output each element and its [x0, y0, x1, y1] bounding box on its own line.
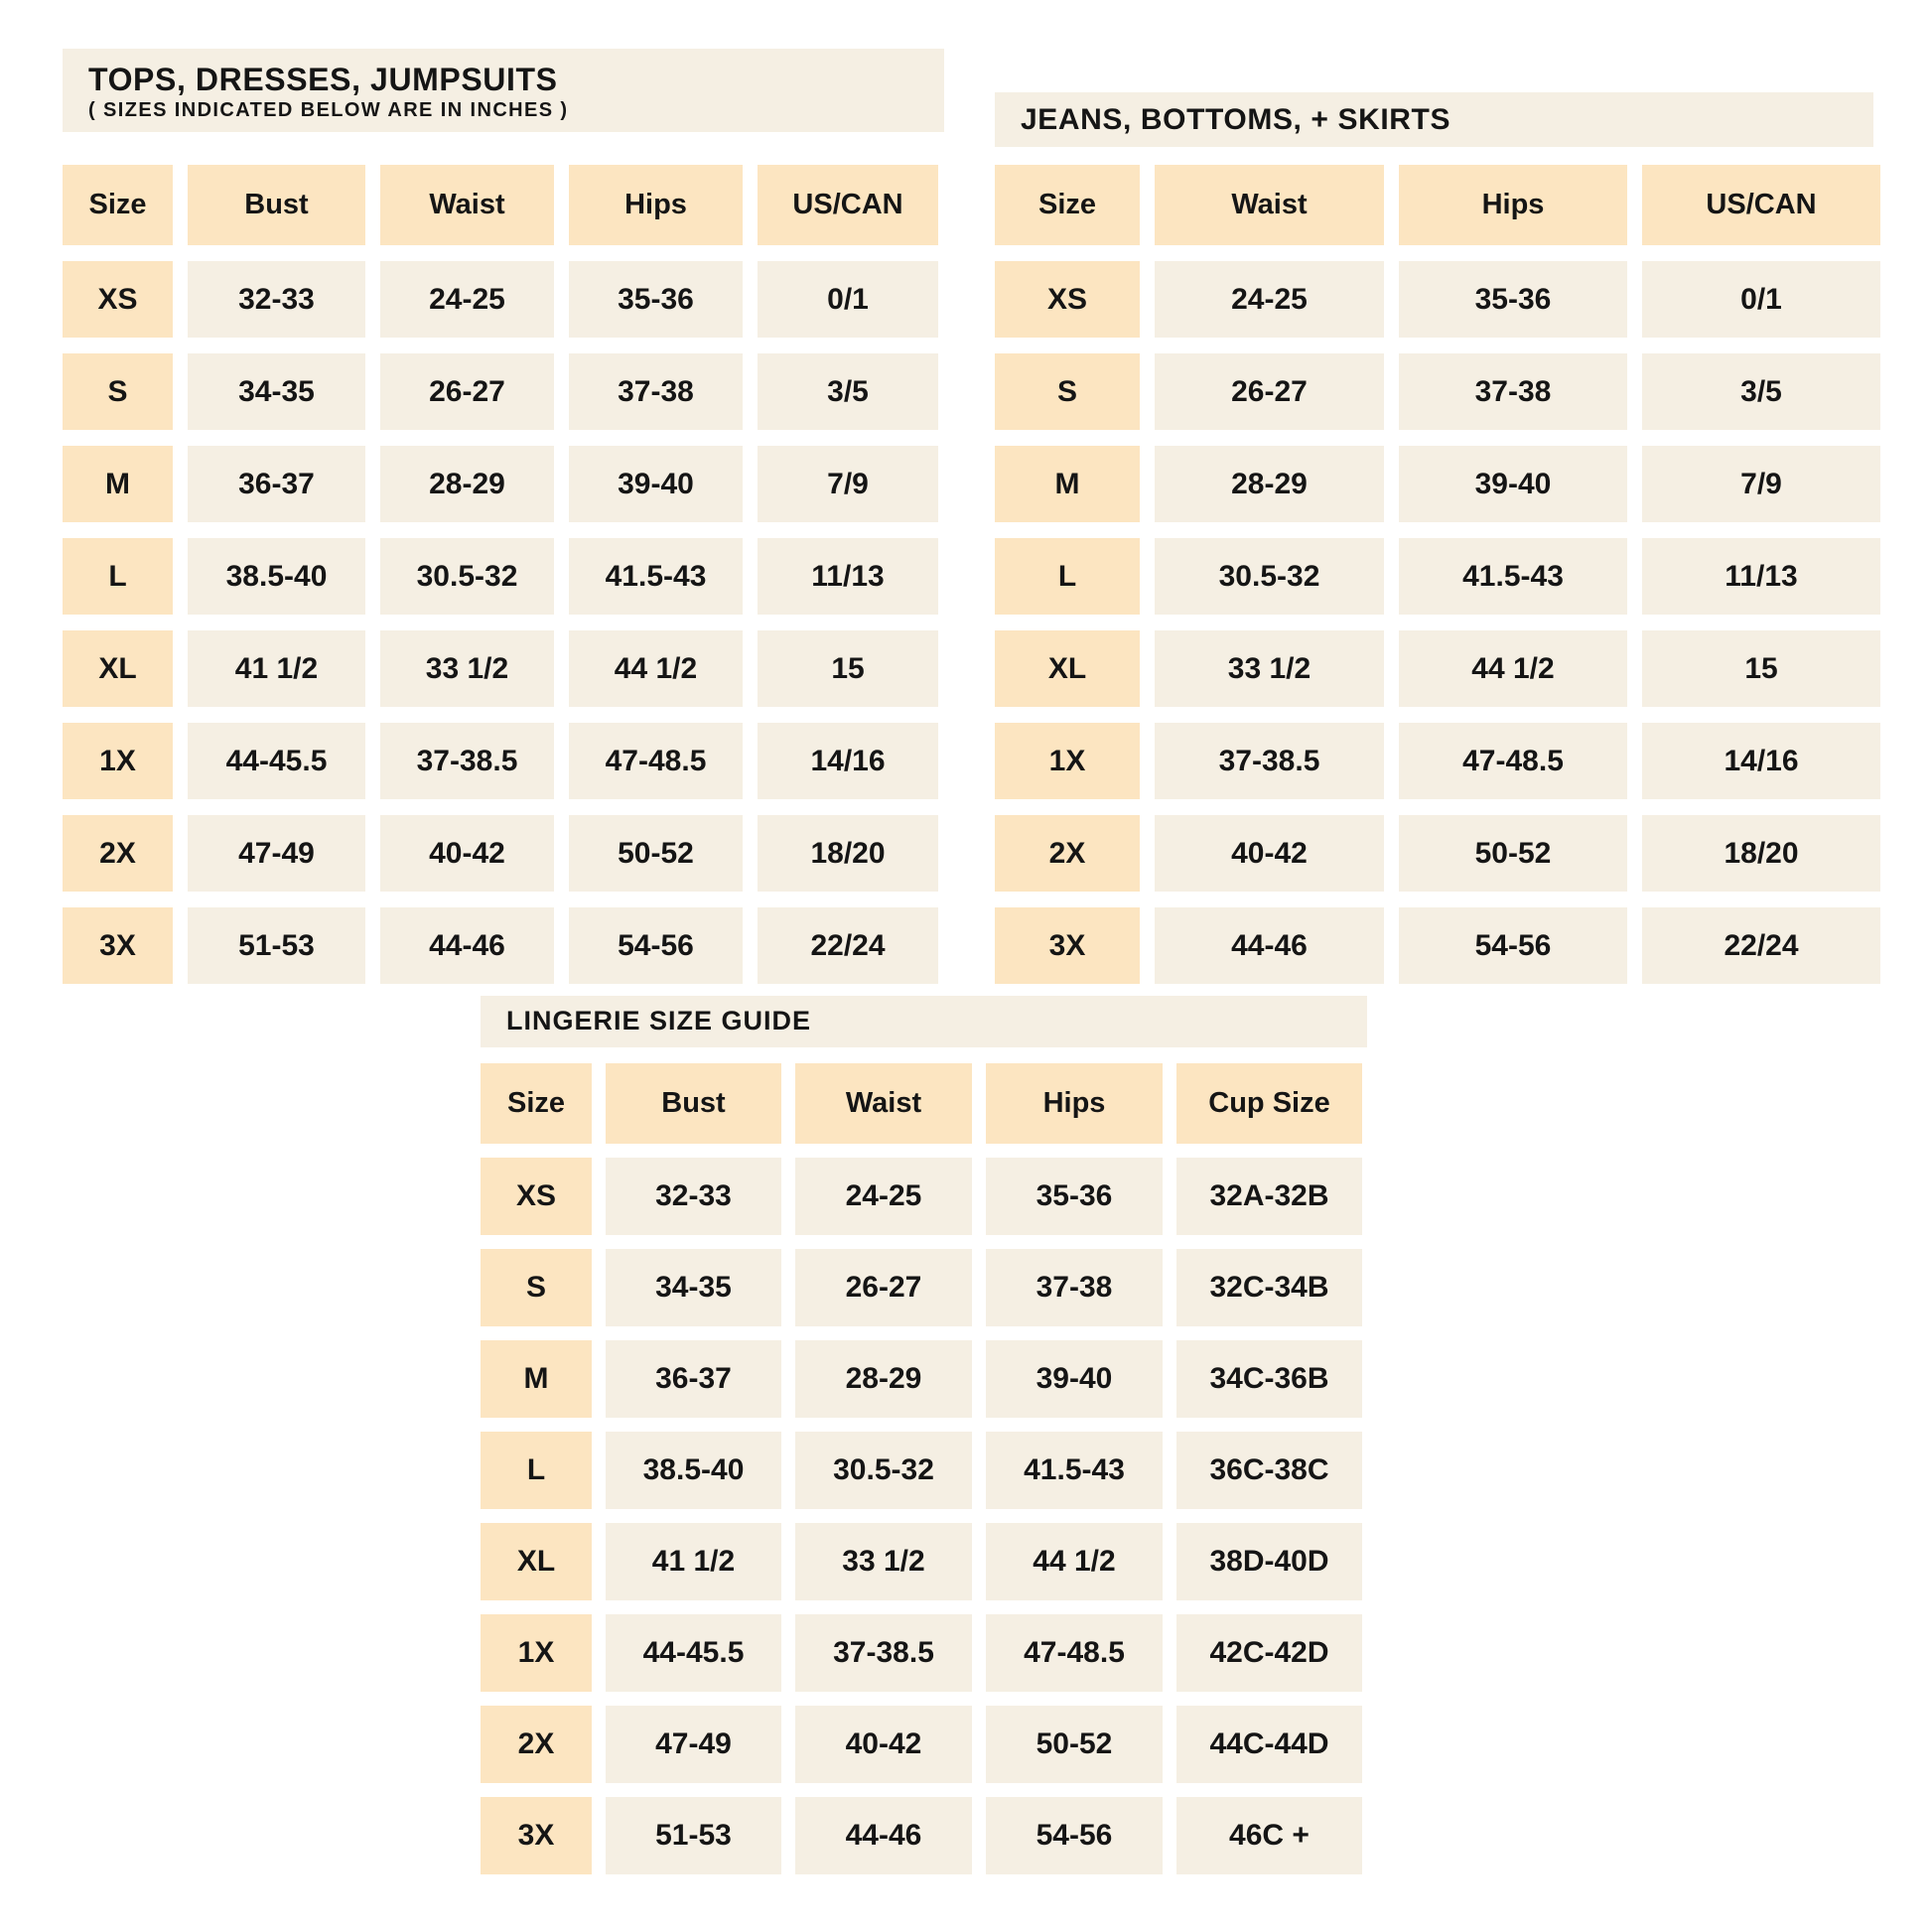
size-cell: XS [63, 261, 173, 338]
size-cell: M [481, 1340, 592, 1418]
value-cell: 35-36 [1399, 261, 1627, 338]
value-cell: 50-52 [569, 815, 743, 892]
size-cell: 2X [995, 815, 1140, 892]
lingerie-size-guide-title: LINGERIE SIZE GUIDE [506, 1006, 812, 1036]
value-cell: 54-56 [569, 907, 743, 984]
value-cell: 18/20 [1642, 815, 1880, 892]
value-cell: 41.5-43 [1399, 538, 1627, 615]
size-cell: S [63, 353, 173, 430]
column-header-cell: Hips [1399, 165, 1627, 245]
size-cell: XL [63, 630, 173, 707]
value-cell: 32A-32B [1176, 1158, 1362, 1235]
value-cell: 47-49 [606, 1706, 781, 1783]
column-header-cell: Size [995, 165, 1140, 245]
size-cell: L [481, 1432, 592, 1509]
value-cell: 26-27 [380, 353, 554, 430]
value-cell: 34-35 [606, 1249, 781, 1326]
value-cell: 24-25 [380, 261, 554, 338]
value-cell: 28-29 [795, 1340, 972, 1418]
value-cell: 32C-34B [1176, 1249, 1362, 1326]
size-cell: 3X [995, 907, 1140, 984]
value-cell: 7/9 [758, 446, 938, 522]
value-cell: 41.5-43 [569, 538, 743, 615]
column-header-cell: Hips [986, 1063, 1163, 1144]
value-cell: 41 1/2 [606, 1523, 781, 1600]
value-cell: 41 1/2 [188, 630, 365, 707]
size-cell: 1X [481, 1614, 592, 1692]
tops-dresses-jumpsuits-subtitle: ( SIZES INDICATED BELOW ARE IN INCHES ) [88, 98, 569, 121]
value-cell: 51-53 [606, 1797, 781, 1874]
value-cell: 44-46 [1155, 907, 1384, 984]
value-cell: 0/1 [1642, 261, 1880, 338]
value-cell: 0/1 [758, 261, 938, 338]
size-cell: S [995, 353, 1140, 430]
value-cell: 24-25 [1155, 261, 1384, 338]
value-cell: 7/9 [1642, 446, 1880, 522]
lingerie-size-guide-title-band [481, 996, 1367, 1047]
value-cell: 30.5-32 [380, 538, 554, 615]
value-cell: 37-38.5 [380, 723, 554, 799]
size-cell: 3X [481, 1797, 592, 1874]
size-cell: XS [481, 1158, 592, 1235]
lingerie-size-guide-table [481, 1063, 1362, 1874]
tops-dresses-jumpsuits-table [63, 165, 938, 984]
value-cell: 32-33 [188, 261, 365, 338]
value-cell: 46C + [1176, 1797, 1362, 1874]
column-header-cell: Hips [569, 165, 743, 245]
value-cell: 15 [1642, 630, 1880, 707]
value-cell: 50-52 [1399, 815, 1627, 892]
value-cell: 38.5-40 [188, 538, 365, 615]
value-cell: 37-38 [986, 1249, 1163, 1326]
value-cell: 47-48.5 [569, 723, 743, 799]
column-header-cell: Size [481, 1063, 592, 1144]
value-cell: 44C-44D [1176, 1706, 1362, 1783]
value-cell: 44-45.5 [188, 723, 365, 799]
column-header-cell: Waist [1155, 165, 1384, 245]
column-header-cell: Waist [795, 1063, 972, 1144]
value-cell: 38D-40D [1176, 1523, 1362, 1600]
value-cell: 39-40 [569, 446, 743, 522]
value-cell: 34-35 [188, 353, 365, 430]
value-cell: 51-53 [188, 907, 365, 984]
size-cell: 3X [63, 907, 173, 984]
value-cell: 11/13 [758, 538, 938, 615]
size-cell: M [995, 446, 1140, 522]
jeans-bottoms-skirts-title: JEANS, BOTTOMS, + SKIRTS [1021, 102, 1451, 136]
tops-dresses-jumpsuits-title: TOPS, DRESSES, JUMPSUITS [88, 61, 558, 97]
size-cell: XL [481, 1523, 592, 1600]
value-cell: 40-42 [380, 815, 554, 892]
size-cell: XS [995, 261, 1140, 338]
value-cell: 54-56 [986, 1797, 1163, 1874]
value-cell: 39-40 [986, 1340, 1163, 1418]
value-cell: 44 1/2 [986, 1523, 1163, 1600]
size-cell: L [995, 538, 1140, 615]
column-header-cell: Size [63, 165, 173, 245]
value-cell: 14/16 [758, 723, 938, 799]
size-cell: XL [995, 630, 1140, 707]
value-cell: 38.5-40 [606, 1432, 781, 1509]
size-cell: 1X [995, 723, 1140, 799]
value-cell: 37-38 [569, 353, 743, 430]
value-cell: 36-37 [188, 446, 365, 522]
value-cell: 11/13 [1642, 538, 1880, 615]
column-header-cell: Bust [606, 1063, 781, 1144]
value-cell: 37-38.5 [1155, 723, 1384, 799]
value-cell: 37-38 [1399, 353, 1627, 430]
column-header-cell: Cup Size [1176, 1063, 1362, 1144]
column-header-cell: US/CAN [1642, 165, 1880, 245]
tops-dresses-jumpsuits-title-band [63, 49, 944, 132]
value-cell: 44-46 [380, 907, 554, 984]
column-header-cell: Bust [188, 165, 365, 245]
value-cell: 40-42 [795, 1706, 972, 1783]
value-cell: 30.5-32 [1155, 538, 1384, 615]
value-cell: 34C-36B [1176, 1340, 1362, 1418]
value-cell: 36C-38C [1176, 1432, 1362, 1509]
size-cell: S [481, 1249, 592, 1326]
size-cell: 1X [63, 723, 173, 799]
value-cell: 54-56 [1399, 907, 1627, 984]
value-cell: 40-42 [1155, 815, 1384, 892]
value-cell: 14/16 [1642, 723, 1880, 799]
value-cell: 41.5-43 [986, 1432, 1163, 1509]
value-cell: 44 1/2 [1399, 630, 1627, 707]
value-cell: 44 1/2 [569, 630, 743, 707]
value-cell: 50-52 [986, 1706, 1163, 1783]
value-cell: 30.5-32 [795, 1432, 972, 1509]
value-cell: 26-27 [795, 1249, 972, 1326]
value-cell: 15 [758, 630, 938, 707]
value-cell: 47-49 [188, 815, 365, 892]
value-cell: 47-48.5 [986, 1614, 1163, 1692]
value-cell: 3/5 [1642, 353, 1880, 430]
value-cell: 22/24 [758, 907, 938, 984]
value-cell: 37-38.5 [795, 1614, 972, 1692]
column-header-cell: Waist [380, 165, 554, 245]
jeans-bottoms-skirts-table [995, 165, 1880, 984]
value-cell: 28-29 [1155, 446, 1384, 522]
value-cell: 3/5 [758, 353, 938, 430]
value-cell: 42C-42D [1176, 1614, 1362, 1692]
size-cell: 2X [481, 1706, 592, 1783]
value-cell: 33 1/2 [380, 630, 554, 707]
size-cell: 2X [63, 815, 173, 892]
value-cell: 35-36 [986, 1158, 1163, 1235]
value-cell: 32-33 [606, 1158, 781, 1235]
value-cell: 39-40 [1399, 446, 1627, 522]
value-cell: 44-45.5 [606, 1614, 781, 1692]
value-cell: 26-27 [1155, 353, 1384, 430]
value-cell: 18/20 [758, 815, 938, 892]
value-cell: 24-25 [795, 1158, 972, 1235]
size-cell: M [63, 446, 173, 522]
value-cell: 28-29 [380, 446, 554, 522]
value-cell: 22/24 [1642, 907, 1880, 984]
value-cell: 35-36 [569, 261, 743, 338]
value-cell: 44-46 [795, 1797, 972, 1874]
value-cell: 33 1/2 [795, 1523, 972, 1600]
column-header-cell: US/CAN [758, 165, 938, 245]
jeans-bottoms-skirts-title-band [995, 92, 1873, 147]
value-cell: 47-48.5 [1399, 723, 1627, 799]
size-cell: L [63, 538, 173, 615]
value-cell: 36-37 [606, 1340, 781, 1418]
value-cell: 33 1/2 [1155, 630, 1384, 707]
